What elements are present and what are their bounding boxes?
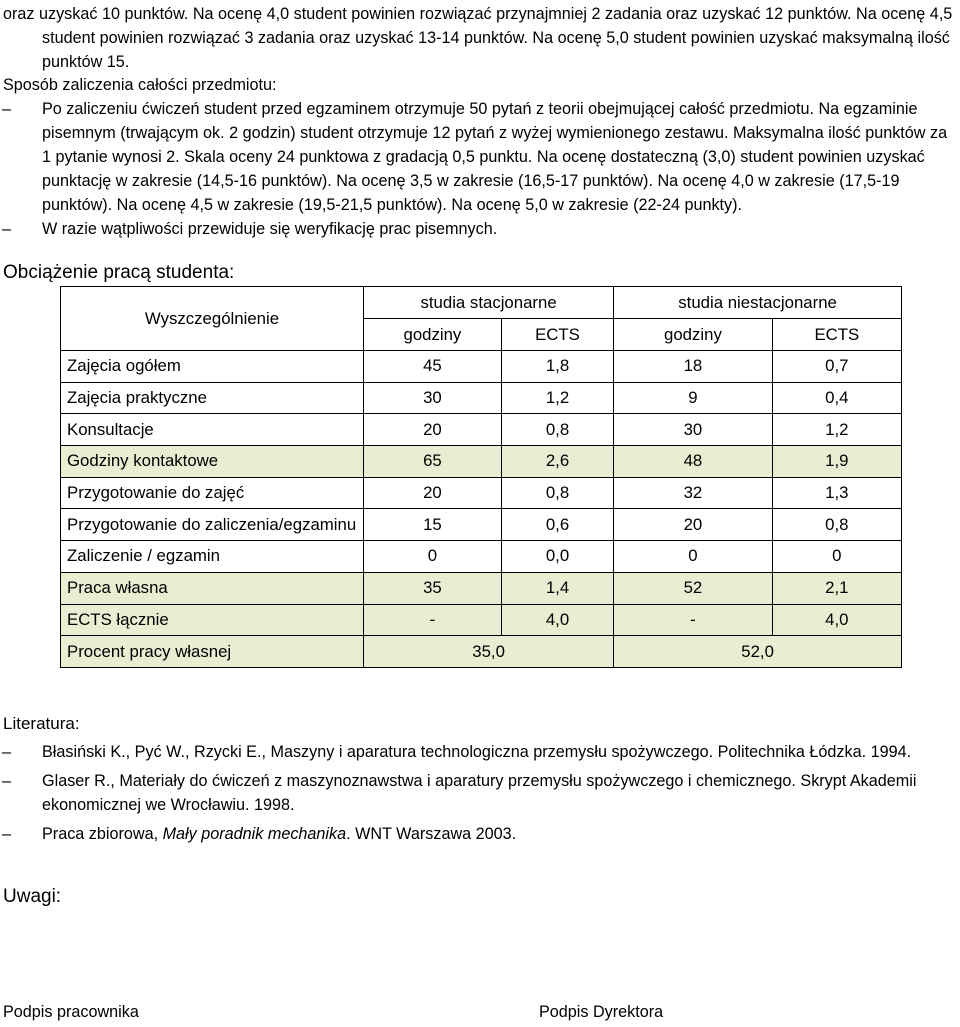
row-label: Zajęcia ogółem <box>61 351 364 383</box>
table-cell: 2,1 <box>772 572 901 604</box>
dash-bullet-icon: – <box>2 743 12 761</box>
table-cell: 52,0 <box>614 636 902 668</box>
row-label: Zajęcia praktyczne <box>61 382 364 414</box>
table-cell: 4,0 <box>772 604 901 636</box>
table-cell: 0,4 <box>772 382 901 414</box>
table-cell: 48 <box>614 446 773 478</box>
table-cell: 2,6 <box>501 446 613 478</box>
table-cell: 0,6 <box>501 509 613 541</box>
header-cell: Wyszczególnienie <box>61 287 364 351</box>
table-row <box>61 572 902 604</box>
literature-title: Literatura: <box>3 714 80 733</box>
intro-text: oraz uzyskać 10 punktów. Na ocenę 4,0 student powinien rozwiązać przynajmniej 2 zadania oraz uzyskać 12 punktów. Na ocenę 4,5 student powinien rozwiązać 3 zadania oraz uzyskać 13-14 punktów. Na ocenę 5,0 student powinien uzyskać maksymalną ilość punktów 15. <box>3 5 953 71</box>
table-row <box>61 382 902 414</box>
row-label: Przygotowanie do zajęć <box>61 477 364 509</box>
signature-director: Podpis Dyrektora <box>539 1003 664 1021</box>
table-cell: 9 <box>614 382 773 414</box>
table-cell: 1,9 <box>772 446 901 478</box>
table-cell: 18 <box>614 351 773 383</box>
table-cell: 0,7 <box>772 351 901 383</box>
table-cell: - <box>364 604 502 636</box>
table-row <box>61 541 902 573</box>
header-cell: godziny <box>614 319 773 351</box>
table-cell: 4,0 <box>501 604 613 636</box>
literature-item-text: Glaser R., Materiały do ćwiczeń z maszynoznawstwa i aparatury przemysłu spożywczego i chemicznego. Skrypt Akademii ekonomicznej we Wrocławiu. 1998. <box>42 772 917 814</box>
dash-bullet-icon: – <box>2 772 12 790</box>
table-cell: 15 <box>364 509 502 541</box>
header-cell: studia stacjonarne <box>364 287 614 319</box>
table-cell: 35,0 <box>364 636 614 668</box>
row-label: Praca własna <box>61 572 364 604</box>
workload-title: Obciążenie pracą studenta: <box>3 262 235 283</box>
header-cell: ECTS <box>772 319 901 351</box>
list-item <box>0 822 960 846</box>
table-cell: 0 <box>364 541 502 573</box>
table-row <box>61 636 902 668</box>
table-cell: 0 <box>772 541 901 573</box>
list-item <box>0 217 960 241</box>
literature-item-text: . WNT Warszawa 2003. <box>346 825 517 843</box>
table-cell: 65 <box>364 446 502 478</box>
table-cell: 0,8 <box>501 477 613 509</box>
dash-bullet-icon: – <box>2 825 12 843</box>
header-cell: studia niestacjonarne <box>614 287 902 319</box>
table-cell: 35 <box>364 572 502 604</box>
table-cell: 0,8 <box>772 509 901 541</box>
table-row <box>61 509 902 541</box>
table-cell: 1,8 <box>501 351 613 383</box>
row-label: ECTS łącznie <box>61 604 364 636</box>
list-item <box>0 740 960 764</box>
table-cell: 0,8 <box>501 414 613 446</box>
table-cell: - <box>614 604 773 636</box>
literature-item-italic: Mały poradnik mechanika <box>162 825 347 843</box>
row-label: Zaliczenie / egzamin <box>61 541 364 573</box>
table-cell: 20 <box>614 509 773 541</box>
row-label: Godziny kontaktowe <box>61 446 364 478</box>
table-cell: 30 <box>364 382 502 414</box>
table-cell: 0,0 <box>501 541 613 573</box>
list-item <box>0 97 960 217</box>
notes-title: Uwagi: <box>3 886 62 907</box>
intro-paragraph <box>3 2 960 74</box>
table-cell: 45 <box>364 351 502 383</box>
table-cell: 30 <box>614 414 773 446</box>
row-label: Przygotowanie do zaliczenia/egzaminu <box>61 509 364 541</box>
table-row <box>61 477 902 509</box>
table-cell: 20 <box>364 477 502 509</box>
table-cell: 1,2 <box>501 382 613 414</box>
literature-item-text: Błasiński K., Pyć W., Rzycki E., Maszyny i aparatura technologiczna przemysłu spożywczego. Politechnika Łódzka. 1994. <box>42 743 912 761</box>
list-item <box>0 769 960 817</box>
table-row <box>61 446 902 478</box>
table-row <box>61 414 902 446</box>
literature-item-text: Praca zbiorowa, <box>42 825 163 843</box>
table-cell: 1,4 <box>501 572 613 604</box>
assessment-list <box>0 97 960 241</box>
dash-bullet-icon: – <box>2 100 12 118</box>
row-label: Procent pracy własnej <box>61 636 364 668</box>
signature-employee: Podpis pracownika <box>3 1003 139 1021</box>
assessment-heading: Sposób zaliczenia całości przedmiotu: <box>3 76 277 94</box>
table-cell: 1,3 <box>772 477 901 509</box>
assessment-item-text: W razie wątpliwości przewiduje się weryfikację prac pisemnych. <box>42 220 498 238</box>
row-label: Konsultacje <box>61 414 364 446</box>
table-cell: 52 <box>614 572 773 604</box>
header-cell: godziny <box>364 319 502 351</box>
assessment-item-text: Po zaliczeniu ćwiczeń student przed egzaminem otrzymuje 50 pytań z teorii obejmującej całość przedmiotu. Na egzaminie pisemnym (trwającym ok. 2 godzin) student otrzymuje 12 pytań z wyżej wymienionego zestawu. Maksymalna ilość punktów za 1 pytanie wynosi 2. Skala oceny 24 punktowa z gradacją 0,5 punktu. Na ocenę dostateczną (3,0) student powinien uzyskać punktację w zakresie (14,5-16 punktów). Na ocenę 3,5 w zakresie (16,5-17 punktów). Na ocenę 4,0 w zakresie (17,5-19 punktów). Na ocenę 4,5 w zakresie (19,5-21,5 punktów). Na ocenę 5,0 w zakresie (22-24 punkty). <box>42 100 948 214</box>
table-header-row <box>61 287 902 319</box>
table-cell: 1,2 <box>772 414 901 446</box>
literature-list <box>0 740 960 851</box>
workload-table <box>60 286 902 668</box>
table-row <box>61 351 902 383</box>
table-row <box>61 604 902 636</box>
table-cell: 20 <box>364 414 502 446</box>
table-cell: 32 <box>614 477 773 509</box>
table-cell: 0 <box>614 541 773 573</box>
dash-bullet-icon: – <box>2 220 12 238</box>
header-cell: ECTS <box>501 319 613 351</box>
